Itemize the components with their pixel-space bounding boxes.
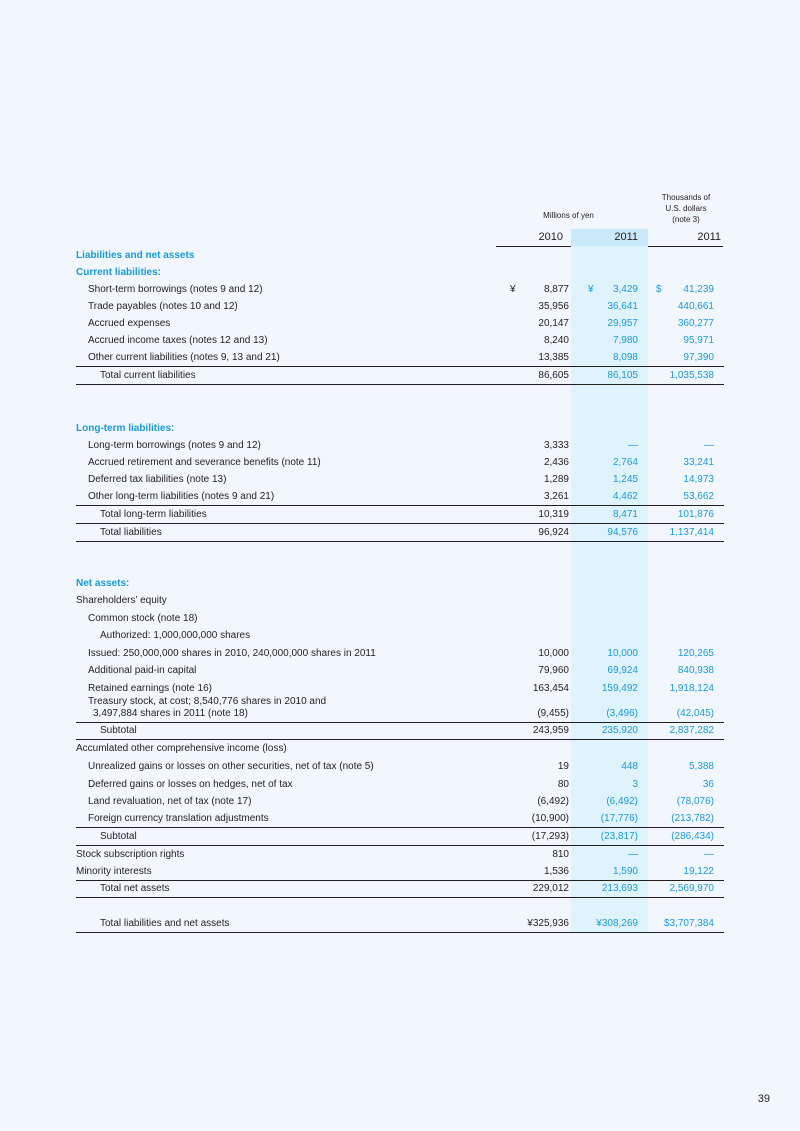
value-2010: 229,012 bbox=[532, 883, 569, 894]
table-row bbox=[76, 645, 724, 662]
value-2011-usd: — bbox=[704, 849, 714, 860]
table-row bbox=[76, 776, 724, 793]
row-label: Total liabilities bbox=[100, 527, 162, 538]
value-2011-usd: 840,938 bbox=[677, 665, 714, 676]
row-label: Long-term borrowings (notes 9 and 12) bbox=[88, 440, 261, 451]
table-row bbox=[76, 454, 724, 471]
row-label: Foreign currency translation adjustments bbox=[88, 813, 269, 824]
table-row bbox=[76, 349, 724, 367]
value-2011-yen: — bbox=[628, 849, 638, 860]
value-2011-yen: 2,764 bbox=[612, 457, 638, 468]
value-2011-usd: $3,707,384 bbox=[663, 918, 714, 929]
value-2010: 243,959 bbox=[532, 725, 569, 736]
value-2010: 163,454 bbox=[532, 683, 569, 694]
table-row bbox=[76, 281, 724, 298]
value-2011-usd: 41,239 bbox=[683, 284, 714, 295]
value-2010: 79,960 bbox=[538, 665, 569, 676]
row-label: Other long-term liabilities (notes 9 and 21) bbox=[88, 491, 275, 502]
table-row-grand-total bbox=[76, 915, 724, 933]
value-2010: 1,536 bbox=[543, 866, 569, 877]
value-2010: 80 bbox=[557, 779, 569, 790]
row-label: Issued: 250,000,000 shares in 2010, 240,000,000 shares in 2011 bbox=[88, 648, 376, 659]
table-row bbox=[76, 680, 724, 697]
table-row bbox=[76, 662, 724, 679]
value-2010: 810 bbox=[552, 849, 569, 860]
value-2011-yen: 86,105 bbox=[607, 370, 638, 381]
value-2010: 35,956 bbox=[538, 301, 569, 312]
row-label: Other current liabilities (notes 9, 13 and 21) bbox=[88, 352, 280, 363]
value-2011-usd: (42,045) bbox=[676, 708, 714, 719]
value-2011-usd: 33,241 bbox=[683, 457, 714, 468]
row-label: Subtotal bbox=[100, 831, 137, 842]
yen-unit-label: Millions of yen bbox=[543, 211, 594, 220]
table-row bbox=[76, 471, 724, 488]
row-label: Short-term borrowings (notes 9 and 12) bbox=[88, 284, 263, 295]
usd-unit-line2: U.S. dollars bbox=[665, 204, 707, 213]
row-label: Land revaluation, net of tax (note 17) bbox=[88, 796, 252, 807]
value-2010: 19 bbox=[557, 761, 569, 772]
table-row bbox=[76, 758, 724, 775]
usd-unit-line1: Thousands of bbox=[661, 193, 711, 202]
table-row-total bbox=[76, 828, 724, 846]
value-2011-yen: 448 bbox=[621, 761, 638, 772]
value-2011-usd: 440,661 bbox=[677, 301, 714, 312]
table-row bbox=[76, 592, 724, 609]
row-label: Total current liabilities bbox=[100, 370, 196, 381]
usd-unit-label bbox=[648, 192, 724, 225]
row-label: Total net assets bbox=[100, 883, 170, 894]
column-header-2011-usd: 2011 bbox=[697, 231, 721, 243]
value-2010: 8,877 bbox=[543, 284, 569, 295]
column-headers bbox=[496, 229, 723, 247]
value-2011-usd: 1,137,414 bbox=[669, 527, 714, 538]
row-label: Stock subscription rights bbox=[76, 849, 185, 860]
value-2011-usd: 14,973 bbox=[683, 474, 714, 485]
row-label: Authorized: 1,000,000,000 shares bbox=[100, 630, 251, 641]
value-2011-yen: 235,920 bbox=[601, 725, 638, 736]
table-row-total bbox=[76, 880, 724, 898]
value-2011-yen: 159,492 bbox=[601, 683, 638, 694]
value-2011-usd: 2,569,970 bbox=[669, 883, 714, 894]
row-label: Total long-term liabilities bbox=[100, 509, 207, 520]
value-2011-usd: 2,837,282 bbox=[669, 725, 714, 736]
value-2011-usd: 120,265 bbox=[677, 648, 714, 659]
currency-symbol: ¥ bbox=[588, 284, 594, 295]
table-row bbox=[76, 488, 724, 506]
value-2011-yen: 4,462 bbox=[612, 491, 638, 502]
table-row bbox=[76, 697, 724, 723]
value-2011-yen: 3,429 bbox=[612, 284, 638, 295]
row-label: Deferred tax liabilities (note 13) bbox=[88, 474, 227, 485]
value-2011-usd: 360,277 bbox=[677, 318, 714, 329]
table-row-total bbox=[76, 506, 724, 524]
row-label: Accumlated other comprehensive income (loss) bbox=[76, 743, 287, 754]
value-2011-yen: 1,590 bbox=[612, 866, 638, 877]
table-header-block bbox=[0, 0, 800, 240]
row-label: Accrued retirement and severance benefits (note 11) bbox=[88, 457, 321, 468]
value-2010: 13,385 bbox=[538, 352, 569, 363]
table-row-total bbox=[76, 524, 724, 542]
value-2010: (10,900) bbox=[531, 813, 569, 824]
value-2010: (6,492) bbox=[537, 796, 569, 807]
value-2011-yen: (6,492) bbox=[606, 796, 638, 807]
section-heading: Current liabilities: bbox=[76, 267, 162, 278]
usd-unit-line3: (note 3) bbox=[672, 215, 700, 224]
table-row bbox=[76, 264, 724, 281]
value-2011-usd: (286,434) bbox=[671, 831, 714, 842]
section-heading: Net assets: bbox=[76, 578, 130, 589]
value-2010: 8,240 bbox=[543, 335, 569, 346]
value-2011-yen: (3,496) bbox=[606, 708, 638, 719]
value-2011-usd: — bbox=[704, 440, 714, 451]
value-2011-usd: 1,035,538 bbox=[669, 370, 714, 381]
row-label: Subtotal bbox=[100, 725, 137, 736]
page-number: 39 bbox=[757, 1093, 770, 1105]
value-2011-usd: 36 bbox=[702, 779, 714, 790]
row-label: Trade payables (notes 10 and 12) bbox=[88, 301, 238, 312]
value-2011-yen: 8,471 bbox=[612, 509, 638, 520]
row-label: Additional paid-in capital bbox=[88, 665, 197, 676]
value-2010: 10,319 bbox=[538, 509, 569, 520]
value-2010: ¥325,936 bbox=[527, 918, 569, 929]
row-label: Total liabilities and net assets bbox=[100, 918, 230, 929]
value-2011-yen: 10,000 bbox=[607, 648, 638, 659]
value-2011-yen: 29,957 bbox=[607, 318, 638, 329]
value-2010: (9,455) bbox=[537, 708, 569, 719]
value-2011-usd: 5,388 bbox=[688, 761, 714, 772]
value-2011-usd: 53,662 bbox=[683, 491, 714, 502]
row-label: Shareholders’ equity bbox=[76, 595, 167, 606]
table-row bbox=[76, 610, 724, 627]
value-2011-yen: (23,817) bbox=[600, 831, 638, 842]
row-label-continued: 3,497,884 shares in 2011 (note 18) bbox=[93, 708, 248, 719]
value-2011-yen: 36,641 bbox=[607, 301, 638, 312]
section-heading: Liabilities and net assets bbox=[76, 250, 195, 261]
value-2011-usd: 101,876 bbox=[677, 509, 714, 520]
value-2011-yen: 213,693 bbox=[601, 883, 638, 894]
table-row bbox=[76, 627, 724, 644]
value-2011-yen: 3 bbox=[632, 779, 638, 790]
value-2010: 86,605 bbox=[538, 370, 569, 381]
value-2010: 1,289 bbox=[543, 474, 569, 485]
value-2010: 2,436 bbox=[543, 457, 569, 468]
table-row-total bbox=[76, 367, 724, 385]
value-2011-yen: — bbox=[628, 440, 638, 451]
row-label: Unrealized gains or losses on other securities, net of tax (note 5) bbox=[88, 761, 374, 772]
currency-symbol: $ bbox=[656, 284, 662, 295]
value-2011-usd: 19,122 bbox=[683, 866, 714, 877]
value-2010: 10,000 bbox=[538, 648, 569, 659]
row-label: Deferred gains or losses on hedges, net of tax bbox=[88, 779, 293, 790]
value-2010: 96,924 bbox=[538, 527, 569, 538]
value-2011-yen: 69,924 bbox=[607, 665, 638, 676]
row-label: Common stock (note 18) bbox=[88, 613, 198, 624]
value-2011-yen: 8,098 bbox=[612, 352, 638, 363]
row-label: Accrued income taxes (notes 12 and 13) bbox=[88, 335, 268, 346]
table-row bbox=[76, 437, 724, 454]
value-2011-usd: 95,971 bbox=[683, 335, 714, 346]
value-2010: 3,333 bbox=[543, 440, 569, 451]
table-row bbox=[76, 315, 724, 332]
value-2011-usd: 1,918,124 bbox=[669, 683, 714, 694]
table-row-total bbox=[76, 722, 724, 740]
row-label: Retained earnings (note 16) bbox=[88, 683, 212, 694]
row-label: Minority interests bbox=[76, 866, 152, 877]
value-2011-usd: (213,782) bbox=[671, 813, 714, 824]
value-2010: (17,293) bbox=[531, 831, 569, 842]
value-2011-yen: 7,980 bbox=[612, 335, 638, 346]
section-heading: Long-term liabilities: bbox=[76, 423, 175, 434]
value-2011-yen: (17,776) bbox=[600, 813, 638, 824]
table-row bbox=[76, 420, 724, 437]
table-row bbox=[76, 863, 724, 881]
table-row bbox=[76, 298, 724, 315]
column-header-2011-yen: 2011 bbox=[571, 229, 648, 246]
value-2011-yen: 94,576 bbox=[607, 527, 638, 538]
table-row bbox=[76, 740, 724, 757]
table-row bbox=[76, 332, 724, 349]
value-2010: 20,147 bbox=[538, 318, 569, 329]
row-label: Treasury stock, at cost; 8,540,776 shares in 2010 and bbox=[88, 696, 327, 707]
value-2010: 3,261 bbox=[543, 491, 569, 502]
currency-symbol: ¥ bbox=[510, 284, 516, 295]
value-2011-usd: (78,076) bbox=[676, 796, 714, 807]
value-2011-yen: ¥308,269 bbox=[596, 918, 638, 929]
table-row bbox=[76, 247, 724, 264]
table-row bbox=[76, 810, 724, 828]
row-label: Accrued expenses bbox=[88, 318, 171, 329]
column-header-2010: 2010 bbox=[538, 231, 563, 243]
table-row bbox=[76, 793, 724, 810]
table-row bbox=[76, 846, 724, 863]
value-2011-usd: 97,390 bbox=[683, 352, 714, 363]
value-2011-yen: 1,245 bbox=[612, 474, 638, 485]
table-row bbox=[76, 575, 724, 592]
